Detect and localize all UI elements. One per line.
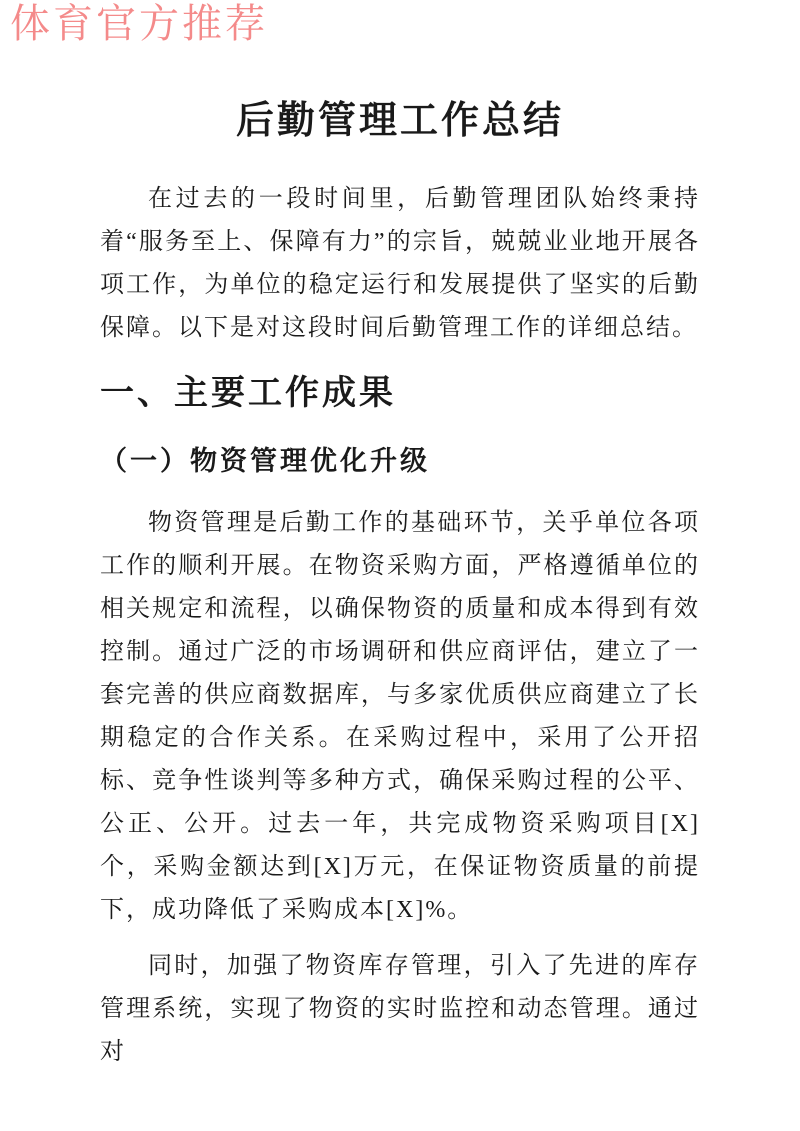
watermark-text: 体育官方推荐 [10, 1, 268, 46]
subsection-heading-material-management: （一）物资管理优化升级 [100, 446, 430, 476]
body-paragraph: 同时，加强了物资库存管理，引入了先进的库存管理系统，实现了物资的实时监控和动态管理。通过对 [100, 953, 700, 1065]
body-paragraph: 物资管理是后勤工作的基础环节，关乎单位各项工作的顺利开展。在物资采购方面，严格遵循单位的相关规定和流程，以确保物资的质量和成本得到有效控制。通过广泛的市场调研和供应商评估，建立了一套完善的供应商数据库，与多家优质供应商建立了长期稳定的合作关系。在采购过程中，采用了公开招标、竞争性谈判等多种方式，确保采购过程的公平、公正、公开。过去一年，共完成物资采购项目[X]个，采购金额达到[X]万元，在保证物资质量的前提下，成功降低了采购成本[X]%。 [100, 510, 700, 923]
section-heading-main-achievements: 一、主要工作成果 [100, 375, 396, 412]
intro-paragraph: 在过去的一段时间里，后勤管理团队始终秉持着“服务至上、保障有力”的宗旨，兢兢业业地开展各项工作，为单位的稳定运行和发展提供了坚实的后勤保障。以下是对这段时间后勤管理工作的详细总结。 [100, 186, 700, 341]
document-title: 后勤管理工作总结 [235, 100, 564, 142]
